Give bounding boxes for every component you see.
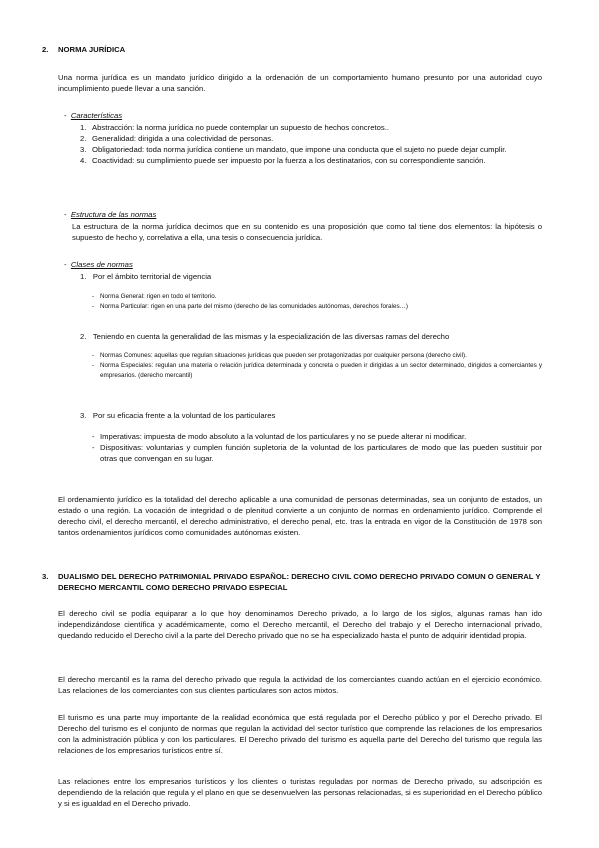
estructura-text: La estructura de la norma jurídica decimos que en su contenido es una proposición que como tal tiene dos elementos: la hipótesis o supuesto de hecho y, correlativa a ella, una tesis o consecuencia jurídica.: [72, 222, 542, 242]
estructura-heading: Estructura de las normas: [70, 210, 157, 219]
clase-item: - Imperativas: impuesta de modo absoluto a la voluntad de los particulares y no se puede alterar ni modificar.: [92, 431, 542, 442]
section-3-paragraph: El derecho civil se podía equiparar a lo que hoy denominamos Derecho privado, a lo largo de los siglos, algunas ramas han ido independizándose científica y académicamente, como el Derecho mercantil, el Derecho del trabajo y el Derecho internacional privado, quedando reducido el Derecho civil a la parte del Derecho privado que no se ha especializado hasta el punto de adquirir identidad propia.: [58, 609, 542, 640]
estructura-heading-row: - Estructura de las normas: [64, 210, 157, 219]
section-2-intro: Una norma jurídica es un mandato jurídico dirigido a la ordenación de un comportamiento humano presunto por una autoridad cuyo incumplimiento puede llevar a una sanción.: [58, 73, 542, 93]
clases-group-2-title: 2. Teniendo en cuenta la generalidad de las mismas y la especialización de las diversas ramas del derecho: [80, 332, 450, 341]
section-3-paragraph: El turismo es una parte muy importante de la realidad económica que está regulada por el Derecho público y por el Derecho privado. El Derecho del turismo es el conjunto de normas que regulan la actividad del sector turístico que comprende las relaciones de los empresarios con la administración pública y con los particulares. El Derecho privado del turismo es aquella parte del Derecho del turismo que regula las relaciones de los empresarios turísticos entre sí.: [58, 713, 542, 755]
section-2-title: NORMA JURÍDICA: [58, 45, 126, 54]
caracteristica-item: 4. Coactividad: su cumplimiento puede ser impuesto por la fuerza a los destinatarios, con su correspondiente sanción.: [80, 156, 486, 165]
clases-group-3-title: 3. Por su eficacia frente a la voluntad de los particulares: [80, 411, 276, 420]
clases-heading-row: - Clases de normas: [64, 260, 133, 269]
ordenamiento-paragraph: El ordenamiento jurídico es la totalidad del derecho aplicable a una comunidad de personas determinadas, sea un conjunto de estados, un estado o una región. La vocación de integridad o de plenitud convierte a un conjunto de normas en ordenamiento jurídico. Comprende el derecho civil, el derecho mercantil, el derecho administrativo, el derecho penal, etc. tras la entrada en vigor de la Constitución de 1978 son tantos ordenamientos jurídicos como comunidades autónomas existen.: [58, 495, 542, 537]
caracteristica-item: 1. Abstracción: la norma jurídica no puede contemplar un supuesto de hechos concretos..: [80, 123, 389, 132]
clases-group-2-list: [92, 351, 542, 381]
caracteristica-item: 2. Generalidad: dirigida a una colectividad de personas.: [80, 134, 274, 143]
caracteristicas-bullet: -: [64, 111, 71, 120]
clase-item: - Norma Particular: rigen en una parte del mismo (derecho de las comunidades autónomas, derechos forales…): [92, 302, 542, 312]
caracteristicas-heading: Características: [70, 111, 123, 120]
section-3-paragraph: Las relaciones entre los empresarios turísticos y los clientes o turistas reguladas por normas de Derecho privado, su adscripción es dependiendo de la relación que regula y el plano en que se desenvuelven las personas relacionadas, si es superioridad en el Derecho público y si es igualdad en el Derecho privado.: [58, 777, 542, 808]
caracteristicas-list: [80, 122, 542, 166]
clases-group-3-list: [92, 431, 542, 464]
clases-group-1-title: 1. Por el ámbito territorial de vigencia: [80, 272, 212, 281]
section-3-paragraph: El derecho mercantil es la rama del derecho privado que regula la actividad de los comerciantes cuando actúan en el ejercicio económico. Las relaciones de los comerciantes con sus clientes particulares son actos mixtos.: [58, 675, 542, 695]
clase-item: - Dispositivas: voluntarias y cumplen función supletoria de la voluntad de los particulares de modo que las pueden sustituir por otras que convengan en su lugar.: [92, 442, 542, 464]
clase-item: - Norma General: rigen en todo el territorio.: [92, 292, 542, 302]
clase-item: - Normas Comunes: aquellas que regulan situaciones jurídicas que pueden ser protagonizadas por cualquier persona (derecho civil).: [92, 351, 542, 361]
caracteristicas-heading-row: [64, 110, 264, 121]
section-3-title: DUALISMO DEL DERECHO PATRIMONIAL PRIVADO ESPAÑOL: DERECHO CIVIL COMO DERECHO PRIVADO COMUN O GENERAL Y DERECHO MERCANTIL COMO DERECHO PRIVADO ESPECIAL: [58, 572, 541, 592]
clase-item: - Norma Especiales: regulan una materia o relación jurídica determinada y concreta o pueden ir dirigidas a un sector determinado, dirigidos a comerciantes y empresarios. (derecho mercantil): [92, 361, 542, 381]
caracteristica-item: 3. Obligatoriedad: toda norma jurídica contiene un mandato, que impone una conducta que el sujeto no puede dejar cumplir.: [80, 145, 507, 154]
section-3-number: 3.: [42, 572, 49, 581]
clases-heading: Clases de normas: [70, 260, 133, 269]
clases-group-1-list: [92, 292, 542, 312]
section-2-number: 2.: [42, 45, 49, 54]
